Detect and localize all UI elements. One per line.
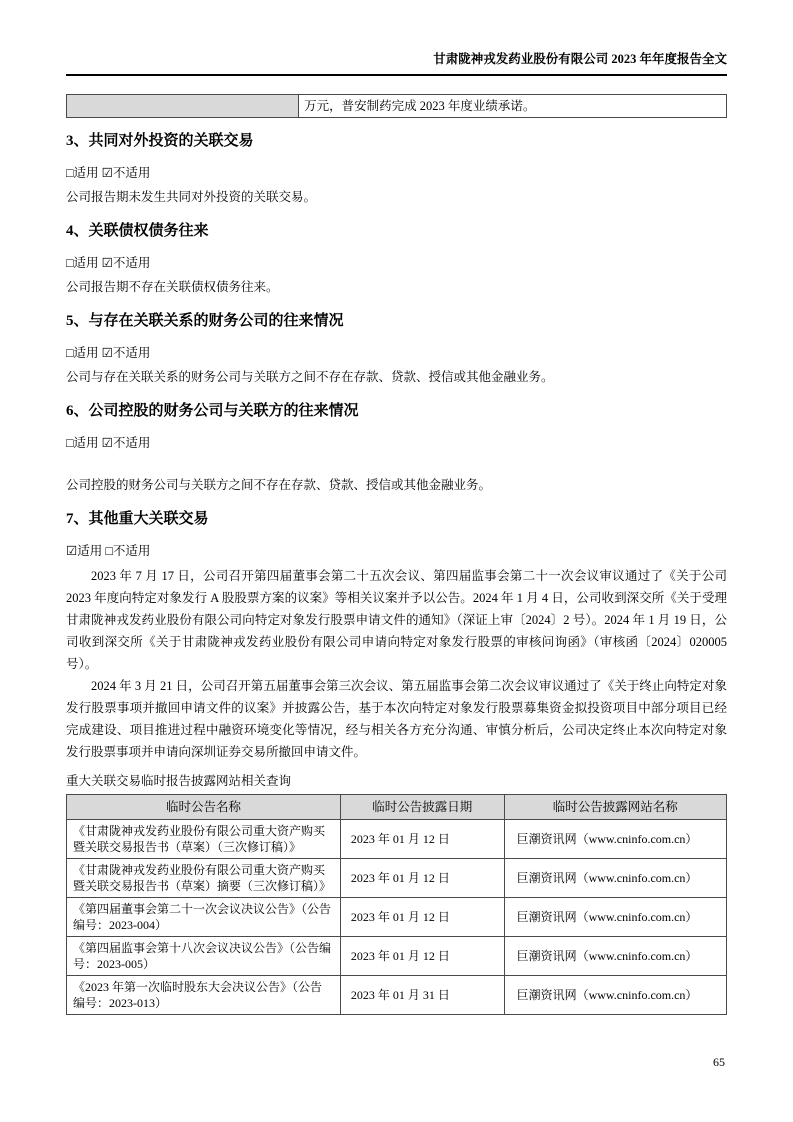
announcement-date-cell: 2023 年 01 月 12 日 — [340, 898, 504, 937]
section-paragraph: 公司报告期不存在关联债权债务往来。 — [66, 280, 279, 294]
section-creditor-debtor — [66, 222, 727, 298]
section-joint-investment — [66, 132, 727, 208]
section-heading: 7、其他重大关联交易 — [66, 511, 209, 527]
applicability-line: □适用 ☑不适用 — [66, 166, 151, 180]
announcement-name-cell: 《2023 年第一次临时股东大会决议公告》（公告编号：2023-013） — [67, 976, 341, 1015]
section-heading: 5、与存在关联关系的财务公司的往来情况 — [66, 313, 344, 329]
announcement-name-cell: 《甘肃陇神戎发药业股份有限公司重大资产购买暨关联交易报告书（草案）（三次修订稿）》 — [67, 820, 341, 859]
section-heading: 4、关联债权债务往来 — [66, 223, 209, 239]
announcement-name-cell: 《第四届监事会第十八次会议决议公告》（公告编号：2023-005） — [67, 937, 341, 976]
table-header-row — [67, 795, 727, 820]
table-row — [67, 898, 727, 937]
table-row — [67, 976, 727, 1015]
section-other-major-transactions — [66, 510, 727, 763]
report-header-title: 甘肃陇神戎发药业股份有限公司 2023 年年度报告全文 — [66, 52, 727, 76]
announcement-name-cell: 《第四届董事会第二十一次会议决议公告》（公告编号：2023-004） — [67, 898, 341, 937]
table-row — [67, 95, 727, 118]
applicability-line: □适用 ☑不适用 — [66, 256, 151, 270]
section-paragraph: 公司控股的财务公司与关联方之间不存在存款、贷款、授信或其他金融业务。 — [66, 478, 492, 492]
section-paragraph: 公司与存在关联关系的财务公司与关联方之间不存在存款、贷款、授信或其他金融业务。 — [66, 370, 554, 384]
section-related-finance-company — [66, 312, 727, 388]
section-paragraph: 2023 年 7 月 17 日，公司召开第四届董事会第二十五次会议、第四届监事会第二十一次会议审议通过了《关于公司 2023 年度向特定对象发行 A 股股票方案的议案》等相关议案并予以公告。2024 年 1 月 4 日，公司收到深交所《关于受理甘肃陇神戎发药业股份有限公司向特定对象发行股票申请文件的通知》（深证上审〔2024〕2 号）。2024 年 1 月 19 日，公司收到深交所《关于甘肃陇神戎发药业股份有限公司申请向特定对象发行股票的审核问询函》（审核函〔2024〕020005 号）。 — [66, 569, 727, 671]
table-row — [67, 937, 727, 976]
section-heading: 3、共同对外投资的关联交易 — [66, 133, 254, 149]
carryover-label-cell — [67, 95, 299, 118]
column-header-date: 临时公告披露日期 — [340, 795, 504, 820]
carryover-value-cell: 万元，普安制药完成 2023 年度业绩承诺。 — [299, 95, 727, 118]
announcement-table — [66, 794, 727, 1015]
announcement-date-cell: 2023 年 01 月 12 日 — [340, 859, 504, 898]
carryover-table — [66, 94, 727, 118]
announcement-website-cell: 巨潮资讯网（www.cninfo.com.cn） — [504, 820, 726, 859]
table-row — [67, 820, 727, 859]
announcement-table-caption: 重大关联交易临时报告披露网站相关查询 — [66, 774, 292, 788]
page-number: 65 — [713, 1055, 725, 1069]
section-controlled-finance-company — [66, 402, 727, 496]
column-header-name: 临时公告名称 — [67, 795, 341, 820]
announcement-website-cell: 巨潮资讯网（www.cninfo.com.cn） — [504, 976, 726, 1015]
announcement-website-cell: 巨潮资讯网（www.cninfo.com.cn） — [504, 859, 726, 898]
announcement-website-cell: 巨潮资讯网（www.cninfo.com.cn） — [504, 898, 726, 937]
announcement-name-cell: 《甘肃陇神戎发药业股份有限公司重大资产购买暨关联交易报告书（草案）摘要（三次修订稿）》 — [67, 859, 341, 898]
announcement-date-cell: 2023 年 01 月 12 日 — [340, 937, 504, 976]
announcement-website-cell: 巨潮资讯网（www.cninfo.com.cn） — [504, 937, 726, 976]
announcement-date-cell: 2023 年 01 月 12 日 — [340, 820, 504, 859]
applicability-line: □适用 ☑不适用 — [66, 436, 151, 450]
table-row — [67, 859, 727, 898]
column-header-website: 临时公告披露网站名称 — [504, 795, 726, 820]
section-paragraph: 2024 年 3 月 21 日，公司召开第五届董事会第三次会议、第五届监事会第二次会议审议通过了《关于终止向特定对象发行股票事项并撤回申请文件的议案》并披露公告，基于本次向特定对象发行股票募集资金拟投资项目中部分项目已经完成建设、项目推进过程中融资环境变化等情况，经与相关各方充分沟通、审慎分析后，公司决定终止本次向特定对象发行股票事项并申请向深圳证券交易所撤回申请文件。 — [66, 679, 727, 759]
section-heading: 6、公司控股的财务公司与关联方的往来情况 — [66, 403, 359, 419]
applicability-line: □适用 ☑不适用 — [66, 346, 151, 360]
section-paragraph: 公司报告期未发生共同对外投资的关联交易。 — [66, 190, 317, 204]
applicability-line: ☑适用 □不适用 — [66, 544, 151, 558]
announcement-date-cell: 2023 年 01 月 31 日 — [340, 976, 504, 1015]
